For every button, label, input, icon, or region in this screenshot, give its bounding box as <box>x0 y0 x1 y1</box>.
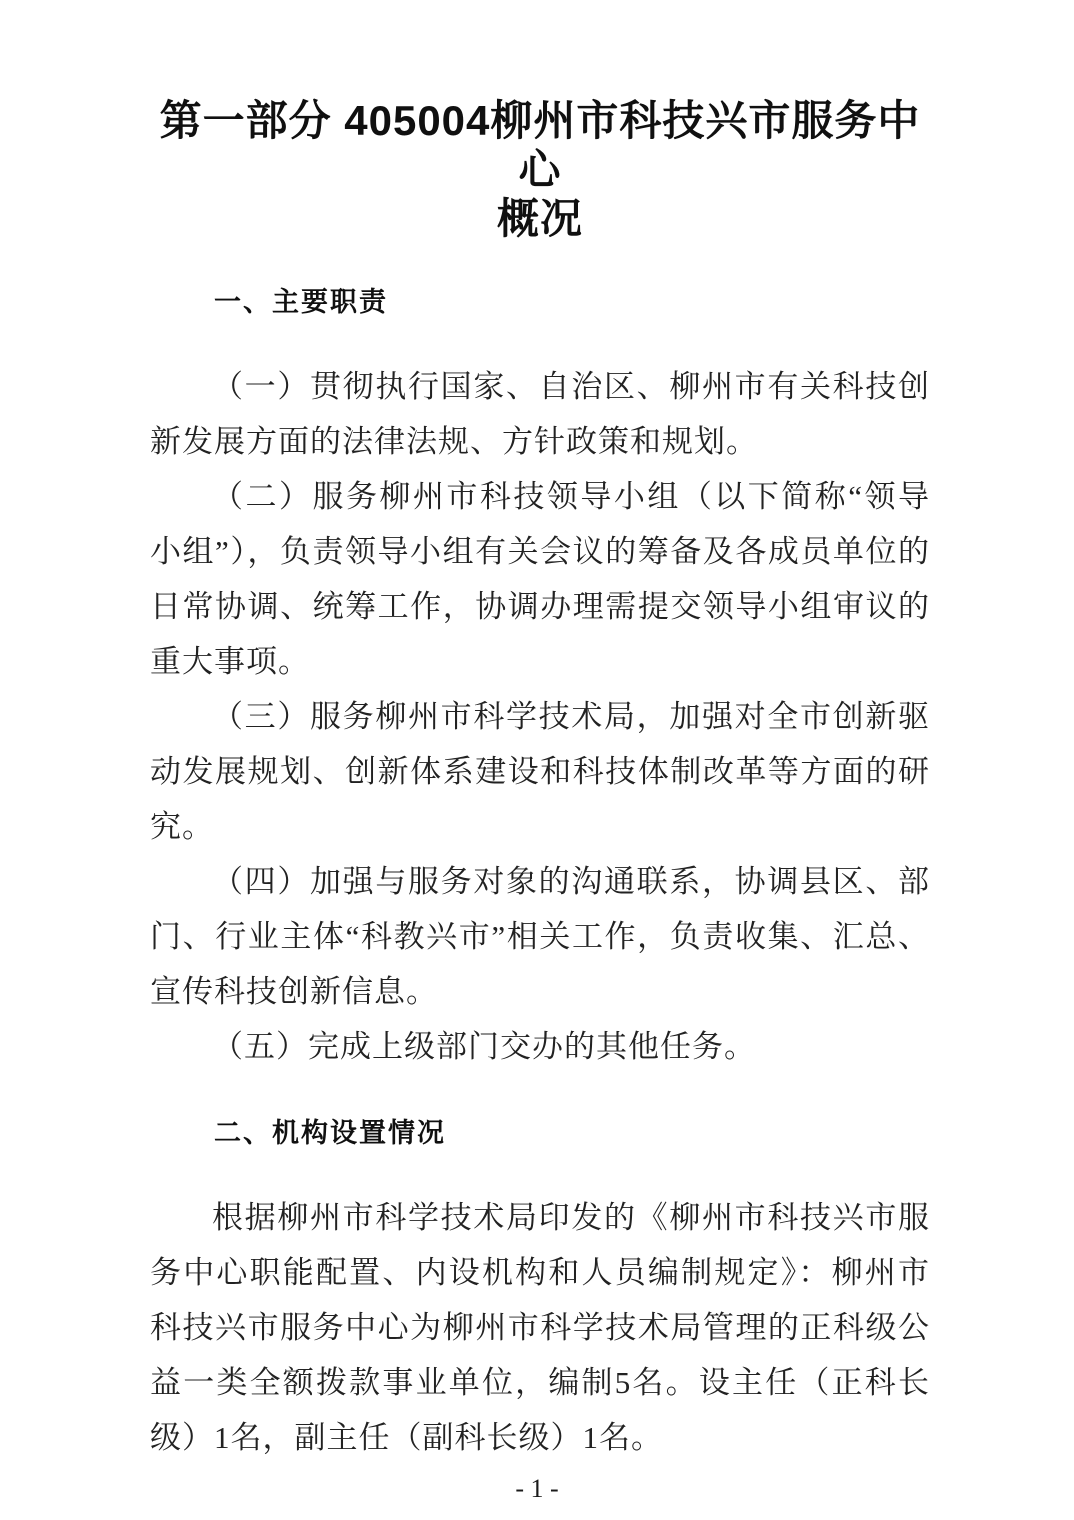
paragraph-duty-1: （一）贯彻执行国家、自治区、柳州市有关科技创新发展方面的法律法规、方针政策和规划。 <box>150 369 930 459</box>
paragraph-organization-1: 根据柳州市科学技术局印发的《柳州市科技兴市服务中心职能配置、内设机构和人员编制规定》：柳州市科技兴市服务中心为柳州市科学技术局管理的正科级公益一类全额拨款事业单位，编制5名。设主任（正科长级）1名，副主任（副科长级）1名。 <box>150 1200 930 1455</box>
paragraph-duty-3: （三）服务柳州市科学技术局，加强对全市创新驱动发展规划、创新体系建设和科技体制改革等方面的研究。 <box>150 699 930 844</box>
page-title-line-2: 概况 <box>496 195 583 242</box>
paragraph-duty-2: （二）服务柳州市科技领导小组（以下简称“领导小组”），负责领导小组有关会议的筹备及各成员单位的日常协调、统筹工作，协调办理需提交领导小组审议的重大事项。 <box>150 479 930 679</box>
page-title <box>150 96 930 243</box>
paragraph-duty-4: （四）加强与服务对象的沟通联系，协调县区、部门、行业主体“科教兴市”相关工作，负责收集、汇总、宣传科技创新信息。 <box>150 864 930 1009</box>
paragraph-duty-5: （五）完成上级部门交办的其他任务。 <box>212 1029 756 1064</box>
section-main-duties <box>150 283 930 1074</box>
page-title-line-1: 第一部分 405004柳州市科技兴市服务中心 <box>159 97 921 193</box>
section-heading-organization: 二、机构设置情况 <box>214 1118 446 1148</box>
page-number: - 1 - <box>515 1474 559 1503</box>
section-organization-setup <box>150 1114 930 1465</box>
section-heading-duties: 一、主要职责 <box>214 287 388 317</box>
